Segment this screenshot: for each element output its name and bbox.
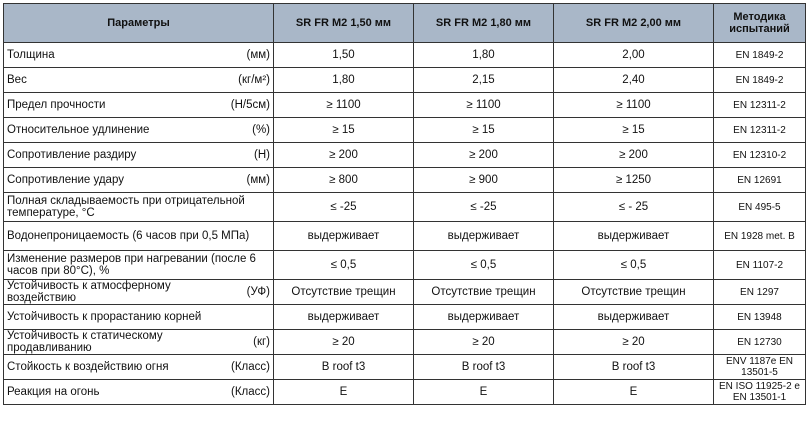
header-row — [4, 4, 806, 43]
table-row — [4, 118, 806, 143]
value-cell: ≤ 0,5 — [414, 251, 554, 280]
param-cell — [4, 143, 274, 168]
value-cell: E — [554, 380, 714, 405]
param-name: Устойчивость к атмосферному воздействию — [7, 280, 171, 304]
table-row — [4, 305, 806, 330]
param-unit: (мм) — [246, 49, 270, 61]
value-cell: выдерживает — [414, 305, 554, 330]
header-cell: Параметры — [4, 4, 274, 43]
method-cell: EN 13948 — [714, 305, 806, 330]
value-cell: ≥ 800 — [274, 168, 414, 193]
value-cell: B roof t3 — [554, 355, 714, 380]
param-name: Вес — [7, 74, 27, 86]
value-cell: Отсутствие трещин — [414, 280, 554, 305]
header-cell: SR FR M2 1,80 мм — [414, 4, 554, 43]
value-cell: выдерживает — [274, 222, 414, 251]
param-cell — [4, 222, 274, 251]
value-cell: Отсутствие трещин — [554, 280, 714, 305]
value-cell: 1,80 — [274, 68, 414, 93]
value-cell: ≥ 1100 — [414, 93, 554, 118]
param-cell — [4, 168, 274, 193]
method-cell: EN ISO 11925-2 e EN 13501-1 — [714, 380, 806, 405]
param-name: Водонепроницаемость (6 часов при 0,5 МПа) — [7, 230, 250, 242]
param-name: Реакция на огонь — [7, 386, 100, 398]
value-cell: ≤ -25 — [414, 193, 554, 222]
method-cell: EN 495-5 — [714, 193, 806, 222]
param-cell — [4, 193, 274, 222]
param-unit: (%) — [252, 124, 270, 136]
table-row — [4, 251, 806, 280]
value-cell: 2,15 — [414, 68, 554, 93]
value-cell: ≥ 900 — [414, 168, 554, 193]
value-cell: B roof t3 — [274, 355, 414, 380]
param-cell — [4, 251, 274, 280]
value-cell: выдерживает — [554, 305, 714, 330]
table-row — [4, 355, 806, 380]
table-row — [4, 193, 806, 222]
param-cell — [4, 305, 274, 330]
param-unit: (Н/5см) — [230, 99, 270, 111]
value-cell: выдерживает — [414, 222, 554, 251]
method-cell: ENV 1187e EN 13501-5 — [714, 355, 806, 380]
value-cell: ≥ 20 — [554, 330, 714, 355]
value-cell: выдерживает — [274, 305, 414, 330]
value-cell: ≥ 20 — [274, 330, 414, 355]
table-row — [4, 222, 806, 251]
param-name: Предел прочности — [7, 99, 106, 111]
value-cell: ≥ 200 — [414, 143, 554, 168]
param-name: Относительное удлинение — [7, 124, 150, 136]
method-cell: EN 1928 met. B — [714, 222, 806, 251]
param-cell — [4, 355, 274, 380]
param-name: Толщина — [7, 49, 55, 61]
value-cell: выдерживает — [554, 222, 714, 251]
header-cell: Методика испытаний — [714, 4, 806, 43]
table-row — [4, 43, 806, 68]
param-name: Устойчивость к прорастанию корней — [7, 311, 202, 323]
value-cell: ≥ 20 — [414, 330, 554, 355]
spec-table — [3, 3, 806, 405]
param-name: Изменение размеров при нагревании (после 6 часов при 80°С), % — [7, 253, 256, 277]
param-cell — [4, 43, 274, 68]
param-unit: (Класс) — [231, 361, 270, 373]
method-cell: EN 1849-2 — [714, 43, 806, 68]
param-name: Сопротивление раздиру — [7, 149, 137, 161]
value-cell: 1,50 — [274, 43, 414, 68]
param-name: Сопротивление удару — [7, 174, 124, 186]
value-cell: 2,00 — [554, 43, 714, 68]
value-cell: E — [414, 380, 554, 405]
value-cell: ≥ 200 — [554, 143, 714, 168]
value-cell: ≥ 15 — [274, 118, 414, 143]
value-cell: B roof t3 — [414, 355, 554, 380]
value-cell: Отсутствие трещин — [274, 280, 414, 305]
value-cell: ≥ 1100 — [274, 93, 414, 118]
value-cell: ≥ 15 — [554, 118, 714, 143]
param-name: Стойкость к воздействию огня — [7, 361, 169, 373]
method-cell: EN 12310-2 — [714, 143, 806, 168]
method-cell: EN 1107-2 — [714, 251, 806, 280]
method-cell: EN 1849-2 — [714, 68, 806, 93]
header-cell: SR FR M2 1,50 мм — [274, 4, 414, 43]
param-cell — [4, 330, 274, 355]
table-row — [4, 143, 806, 168]
value-cell: ≤ 0,5 — [274, 251, 414, 280]
method-cell: EN 12730 — [714, 330, 806, 355]
table-row — [4, 330, 806, 355]
param-cell — [4, 280, 274, 305]
param-unit: (кг) — [253, 336, 270, 348]
method-cell: EN 12311-2 — [714, 118, 806, 143]
param-cell — [4, 68, 274, 93]
method-cell: EN 12311-2 — [714, 93, 806, 118]
value-cell: E — [274, 380, 414, 405]
value-cell: 2,40 — [554, 68, 714, 93]
table-row — [4, 168, 806, 193]
value-cell: ≥ 200 — [274, 143, 414, 168]
value-cell: ≤ -25 — [274, 193, 414, 222]
header-cell: SR FR M2 2,00 мм — [554, 4, 714, 43]
param-name: Устойчивость к статическому продавливанию — [7, 330, 163, 354]
param-unit: (кг/м²) — [238, 74, 270, 86]
value-cell: ≤ - 25 — [554, 193, 714, 222]
param-cell — [4, 380, 274, 405]
value-cell: ≤ 0,5 — [554, 251, 714, 280]
param-unit: (Класс) — [231, 386, 270, 398]
param-name: Полная складываемость при отрицательной температуре, °С — [7, 195, 245, 219]
value-cell: ≥ 1250 — [554, 168, 714, 193]
table-row — [4, 380, 806, 405]
table-row — [4, 68, 806, 93]
value-cell: 1,80 — [414, 43, 554, 68]
method-cell: EN 1297 — [714, 280, 806, 305]
param-cell — [4, 118, 274, 143]
method-cell: EN 12691 — [714, 168, 806, 193]
value-cell: ≥ 1100 — [554, 93, 714, 118]
table-row — [4, 93, 806, 118]
param-unit: (мм) — [246, 174, 270, 186]
table-row — [4, 280, 806, 305]
value-cell: ≥ 15 — [414, 118, 554, 143]
param-unit: (Н) — [254, 149, 270, 161]
param-unit: (УФ) — [246, 286, 270, 298]
param-cell — [4, 93, 274, 118]
